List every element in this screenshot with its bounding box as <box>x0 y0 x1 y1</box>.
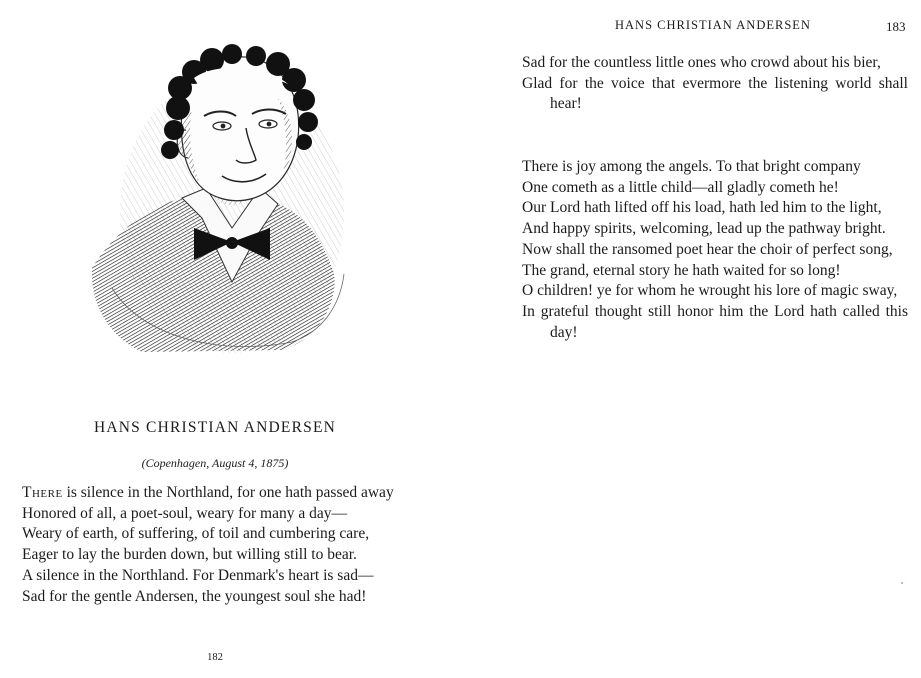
poem-line: O children! ye for whom he wrought his lore of magic sway, <box>522 282 898 300</box>
poem-line: Sad for the countless little ones who crowd about his bier, <box>522 54 881 71</box>
running-head: HANS CHRISTIAN ANDERSEN <box>615 18 811 32</box>
poem-line: Weary of earth, of suffering, of toil and cumbering care, <box>22 525 370 543</box>
poem-title: HANS CHRISTIAN ANDERSEN <box>93 419 337 436</box>
right-page <box>460 0 921 678</box>
poem-stanza-closing <box>522 157 908 343</box>
paper-speck <box>901 582 903 584</box>
poem-line: And happy spirits, welcoming, lead up the pathway bright. <box>522 220 886 238</box>
poem-line: Glad for the voice that evermore the listening world shall hear! <box>522 74 908 113</box>
poem-stanza-continued <box>522 53 908 115</box>
poem-line: In grateful thought still honor him the Lord hath called this day! <box>522 302 908 341</box>
poem-line-text: is silence in the Northland, for one hath passed away <box>62 484 394 501</box>
poem-line: Sad for the gentle Andersen, the youngest soul she had! <box>22 587 367 605</box>
drop-lead-word: There <box>22 484 63 501</box>
poem-line <box>22 483 410 504</box>
poem-line: One cometh as a little child—all gladly cometh he! <box>522 178 839 196</box>
left-page <box>0 0 460 678</box>
poem-line: Eager to lay the burden down, but willing still to bear. <box>22 546 357 564</box>
poem-line: Our Lord hath lifted off his load, hath led him to the light, <box>522 199 882 217</box>
portrait-engraving <box>82 38 350 360</box>
poem-line: There is joy among the angels. To that bright company <box>522 158 861 175</box>
poem-line: A silence in the Northland. For Denmark's heart is sad— <box>22 566 374 584</box>
page-number-left: 182 <box>207 652 223 663</box>
page-number-right: 183 <box>886 19 906 34</box>
poem-line: Honored of all, a poet-soul, weary for many a day— <box>22 504 347 522</box>
poem-line: The grand, eternal story he hath waited for so long! <box>522 261 841 279</box>
poem-stanza-opening <box>22 483 410 607</box>
poem-dateline: (Copenhagen, August 4, 1875) <box>141 456 289 470</box>
poem-line: Now shall the ransomed poet hear the choir of perfect song, <box>522 240 893 258</box>
